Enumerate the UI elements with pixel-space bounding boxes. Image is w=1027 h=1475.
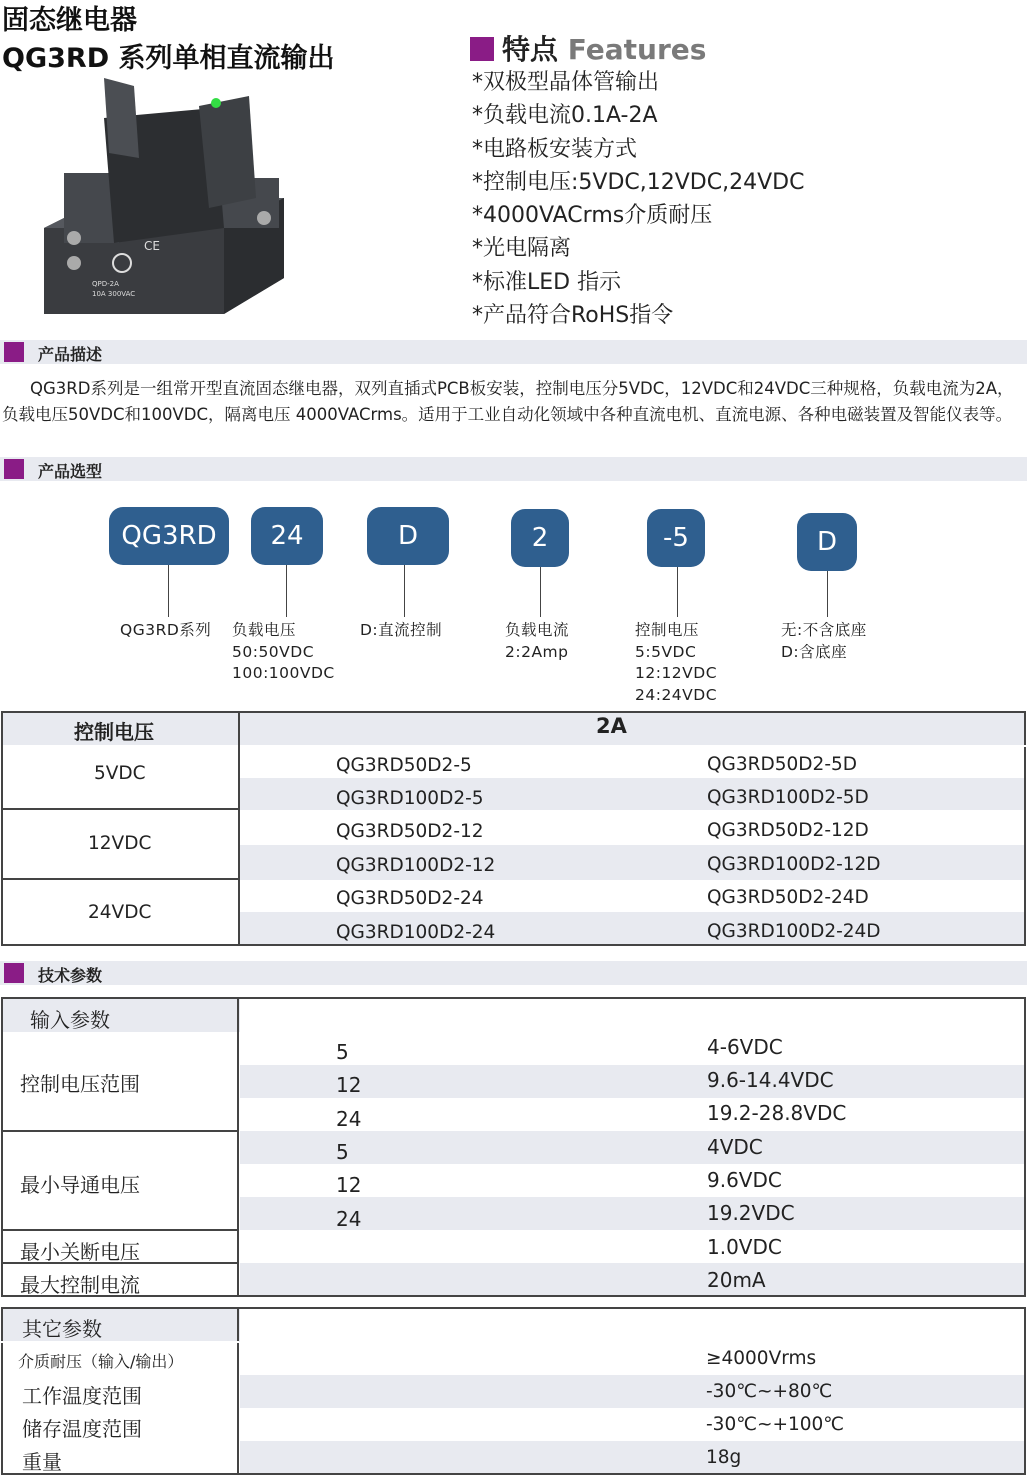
other-value: -30℃~+80℃	[706, 1381, 833, 1402]
product-photo	[34, 78, 304, 314]
param-value: 19.2VDC	[707, 1201, 795, 1225]
control-range-label: 控制电压范围	[20, 1072, 140, 1096]
section-selection-label: 产品选型	[38, 462, 103, 481]
connector-line	[168, 565, 169, 617]
input-table-rule	[1, 1229, 239, 1231]
model-code: QG3RD50D2-24D	[707, 887, 869, 908]
selection-label-series: QG3RD系列	[120, 621, 212, 639]
model-header-left: 控制电压	[74, 720, 154, 744]
param-key: 5	[336, 1140, 349, 1164]
param-key: 12	[336, 1073, 362, 1097]
param-value: 4VDC	[707, 1135, 763, 1159]
model-table-rule	[1, 878, 240, 880]
param-value: 4-6VDC	[707, 1035, 783, 1059]
feature-item: *光电隔离	[472, 236, 572, 262]
description-text: QG3RD系列是一组常开型直流固态继电器，双列直插式PCB板安装，控制电压分5VDC，12VDC和24VDC三种规格，负载电流为2A，负载电压50VDC和100VDC，隔离电压 4000VACrms。适用于工业自动化领域中各种直流电机、直流电源、各种电磁装置及智能仪表等。	[2, 379, 1014, 424]
page-subtitle: QG3RD 系列单相直流输出	[2, 43, 335, 74]
code-pill-voltage: 24	[251, 507, 323, 565]
selection-label-ctrl-voltage: 控制电压 5:5VDC 12:12VDC 24:24VDC	[635, 621, 718, 704]
param-value: 9.6-14.4VDC	[707, 1068, 834, 1092]
selection-label-voltage: 负载电压 50:50VDC 100:100VDC	[232, 621, 335, 682]
input-header: 输入参数	[30, 1008, 110, 1032]
model-code: QG3RD50D2-12	[336, 821, 484, 842]
min-on-label: 最小导通电压	[20, 1173, 140, 1197]
input-table-rule	[1, 1130, 239, 1132]
param-value: 1.0VDC	[707, 1235, 782, 1259]
min-off-label: 最小关断电压	[20, 1240, 140, 1264]
model-code: QG3RD50D2-24	[336, 888, 484, 909]
selection-label-control: D:直流控制	[360, 621, 443, 639]
code-pill-ctrl-voltage: -5	[647, 509, 705, 567]
section-square-icon	[4, 963, 24, 983]
other-value: ≥4000Vrms	[706, 1348, 817, 1369]
param-value: 19.2-28.8VDC	[707, 1101, 847, 1125]
other-table-divider	[237, 1307, 239, 1475]
other-header: 其它参数	[22, 1317, 102, 1341]
photo-label-2: 10A 300VAC	[92, 290, 136, 298]
feature-item: *控制电压:5VDC,12VDC,24VDC	[472, 169, 805, 195]
section-description	[0, 340, 1027, 364]
feature-item: *负载电流0.1A-2A	[472, 103, 658, 129]
section-square-icon	[4, 342, 24, 362]
selection-label-current: 负载电流 2:2Amp	[505, 621, 570, 661]
voltage-group-5: 5VDC	[94, 763, 146, 784]
param-key: 24	[336, 1207, 362, 1231]
other-label: 工作温度范围	[22, 1384, 142, 1408]
model-code: QG3RD50D2-5	[336, 755, 472, 776]
features-heading-en: Features	[567, 33, 707, 66]
model-code: QG3RD50D2-5D	[707, 754, 858, 775]
max-current-label: 最大控制电流	[20, 1273, 140, 1297]
model-table-rule	[1, 808, 240, 810]
model-code: QG3RD100D2-24	[336, 922, 496, 943]
other-label: 介质耐压（输入/输出）	[18, 1352, 184, 1371]
section-tech	[0, 961, 1027, 985]
code-pill-current: 2	[511, 509, 569, 567]
model-table-rule	[240, 745, 1026, 747]
features-heading-cn: 特点	[502, 33, 559, 66]
connector-line	[286, 565, 287, 617]
code-pill-control: D	[367, 507, 449, 565]
other-label: 重量	[22, 1450, 62, 1474]
other-label: 储存温度范围	[22, 1417, 142, 1441]
connector-line	[404, 565, 405, 617]
features-heading	[470, 28, 706, 68]
section-description-label: 产品描述	[38, 345, 103, 364]
model-code: QG3RD100D2-5D	[707, 787, 869, 808]
input-table-border	[1, 997, 1026, 1297]
heading-square-icon	[470, 37, 494, 61]
param-value: 20mA	[707, 1268, 766, 1292]
code-pill-base: D	[797, 513, 857, 571]
features-list	[472, 66, 804, 332]
connector-line	[677, 567, 678, 617]
model-code: QG3RD100D2-12	[336, 855, 496, 876]
other-value: 18g	[706, 1447, 742, 1468]
model-code: QG3RD100D2-24D	[707, 921, 881, 942]
feature-item: *4000VACrms介质耐压	[472, 203, 713, 229]
model-code: QG3RD100D2-12D	[707, 854, 881, 875]
model-code: QG3RD100D2-5	[336, 788, 484, 809]
connector-line	[540, 567, 541, 617]
connector-line	[827, 571, 828, 617]
feature-item: *双极型晶体管输出	[472, 70, 660, 95]
param-key: 5	[336, 1040, 349, 1064]
feature-item: *产品符合RoHS指令	[472, 303, 674, 329]
other-table-border	[1, 1307, 1026, 1475]
other-value: -30℃~+100℃	[706, 1414, 845, 1435]
model-header-right: 2A	[596, 714, 627, 738]
section-selection	[0, 457, 1027, 481]
page-title: 固态继电器	[2, 5, 137, 36]
photo-label-1: QPD-2A	[92, 280, 119, 288]
selection-label-base: 无:不含底座 D:含底座	[781, 621, 867, 661]
feature-item: *电路板安装方式	[472, 136, 638, 162]
model-code: QG3RD50D2-12D	[707, 820, 869, 841]
section-square-icon	[4, 459, 24, 479]
svg-text:CE: CE	[144, 239, 160, 253]
param-value: 9.6VDC	[707, 1168, 782, 1192]
input-table-divider	[237, 997, 239, 1297]
section-tech-label: 技术参数	[38, 966, 103, 985]
param-key: 24	[336, 1107, 362, 1131]
voltage-group-12: 12VDC	[88, 833, 152, 854]
param-key: 12	[336, 1173, 362, 1197]
code-pill-series: QG3RD	[109, 507, 229, 565]
voltage-group-24: 24VDC	[88, 902, 152, 923]
feature-item: *标准LED 指示	[472, 269, 622, 295]
